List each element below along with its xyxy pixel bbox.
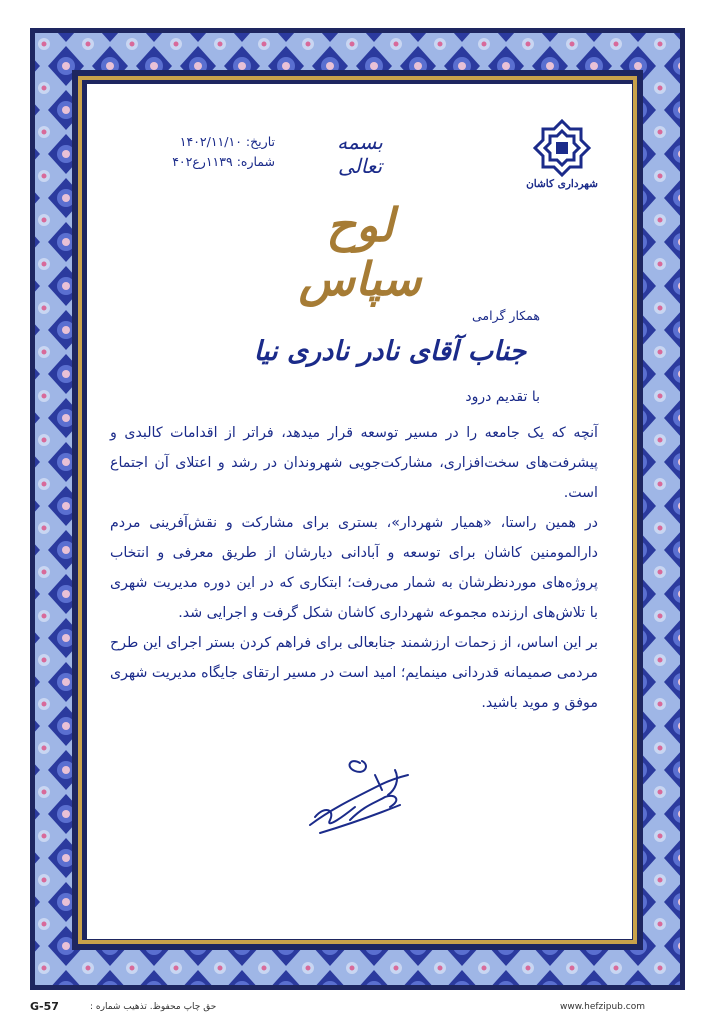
letter-meta	[135, 132, 275, 172]
certificate-title: لوح سپاس	[298, 198, 422, 306]
greeting: با تقدیم درود	[465, 389, 540, 405]
logo-caption: شهرداری کاشان	[526, 178, 598, 190]
signature-icon	[290, 755, 430, 840]
footer-code: G-57	[30, 1000, 59, 1013]
footer-rights: حق چاپ محفوظ. تذهیب شماره :	[90, 1002, 217, 1012]
kashan-municipality-logo-icon	[528, 118, 596, 178]
paragraph-2: در همین راستا، «همیار شهردار»، بستری برای مشارکت و نقش‌آفرینی مردم دارالمومنین کاشان برای توسعه و آبادانی دیارشان از طریق معرفی و انتخاب پروژه‌های موردنظرشان به شمار می‌رفت؛ ابتکاری که در این دوره مدیریت شهری با تلاش‌های ارزنده مجموعه شهرداری کاشان شکل گرفت و اجرایی شد.	[110, 515, 598, 621]
paragraph-1: آنچه که یک جامعه را در مسیر توسعه قرار میدهد، فراتر از اقدامات کالبدی و پیشرفت‌های سخت‌افزاری، مشارکت‌جویی شهروندان در رشد و اعتلای آن اجتماع است.	[110, 425, 598, 501]
number-label: شماره:	[236, 154, 275, 169]
date-label: تاریخ:	[245, 134, 275, 149]
footer-site: www.hefzipub.com	[560, 1002, 645, 1012]
date-value: ۱۴۰۲/۱۱/۱۰	[179, 134, 242, 149]
number-value: ۱۱۳۹رع۴۰۲	[172, 154, 233, 169]
salutation: همکار گرامی	[472, 308, 540, 323]
recipient-name: جناب آقای نادر نادری نیا	[253, 336, 527, 367]
number-line	[135, 152, 275, 172]
bismillah: بسمه تعالی	[337, 130, 383, 178]
paragraph-3: بر این اساس، از زحمات ارزشمند جنابعالی برای فراهم کردن بستر اجرای این طرح مردمی صمیمانه قدردانی مینمایم؛ امید است در مسیر ارتقای جایگاه مدیریت شهری موفق و موید باشید.	[110, 635, 598, 711]
date-line	[135, 132, 275, 152]
letter-body	[110, 418, 598, 718]
